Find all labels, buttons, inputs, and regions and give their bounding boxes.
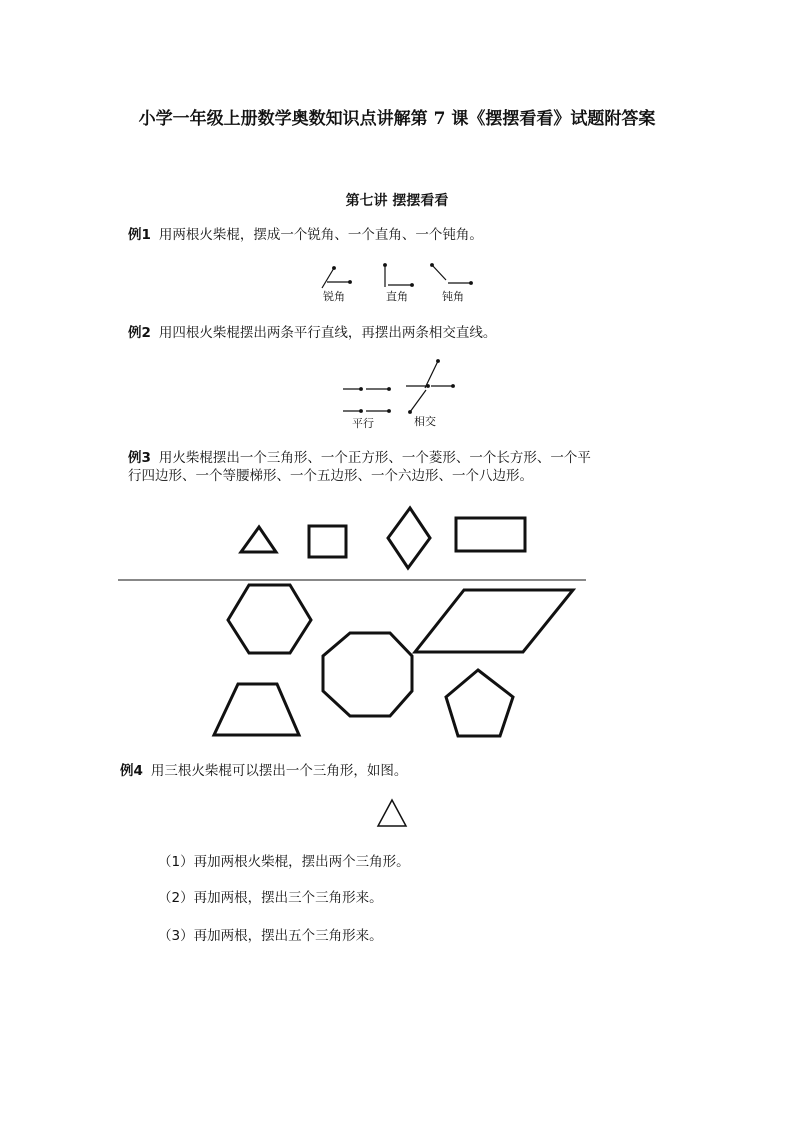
document-title: 小学一年级上册数学奥数知识点讲解第 7 课《摆摆看看》试题附答案 <box>138 109 656 129</box>
example-3-text-line2: 行四边形、一个等腰梯形、一个五边形、一个六边形、一个八边形。 <box>128 468 533 484</box>
example-3-text-line1: 用火柴棍摆出一个三角形、一个正方形、一个菱形、一个长方形、一个平 <box>158 450 591 466</box>
intersecting-lines-figure <box>406 361 453 412</box>
question-1: （1）再加两根火柴棍，摆出两个三角形。 <box>158 854 410 870</box>
pentagon-figure <box>446 670 513 736</box>
example-4-text: 用三根火柴棍可以摆出一个三角形，如图。 <box>150 763 408 779</box>
rectangle-figure <box>456 518 525 551</box>
octagon-figure <box>323 633 412 716</box>
example-1-label: 例1 <box>128 227 151 243</box>
example-3-label: 例3 <box>128 450 151 466</box>
lesson-title: 第七讲 摆摆看看 <box>345 193 449 209</box>
hexagon-figure <box>228 585 311 653</box>
parallel-lines-figure <box>343 389 389 411</box>
parallelogram-figure <box>415 590 573 652</box>
question-2: （2）再加两根，摆出三个三角形来。 <box>158 890 383 906</box>
intersect-label: 相交 <box>414 415 436 428</box>
parallel-label: 平行 <box>352 417 374 430</box>
right-angle-label: 直角 <box>386 290 408 303</box>
right-angle-figure <box>385 265 412 287</box>
obtuse-angle-figure <box>432 265 471 283</box>
acute-angle-label: 锐角 <box>323 290 345 303</box>
question-3: （3）再加两根，摆出五个三角形来。 <box>158 928 383 944</box>
example-1-text: 用两根火柴棍，摆成一个锐角、一个直角、一个钝角。 <box>158 227 483 243</box>
example-4-label: 例4 <box>120 763 143 779</box>
example-2-text: 用四根火柴棍摆出两条平行直线，再摆出两条相交直线。 <box>158 325 497 341</box>
obtuse-angle-label: 钝角 <box>442 290 464 303</box>
example-4-triangle <box>378 800 406 826</box>
trapezoid-figure <box>214 684 299 735</box>
triangle-figure <box>241 527 276 552</box>
acute-angle-figure <box>322 268 350 288</box>
example-2-label: 例2 <box>128 325 151 341</box>
square-figure <box>309 526 346 557</box>
rhombus-figure <box>388 508 430 568</box>
